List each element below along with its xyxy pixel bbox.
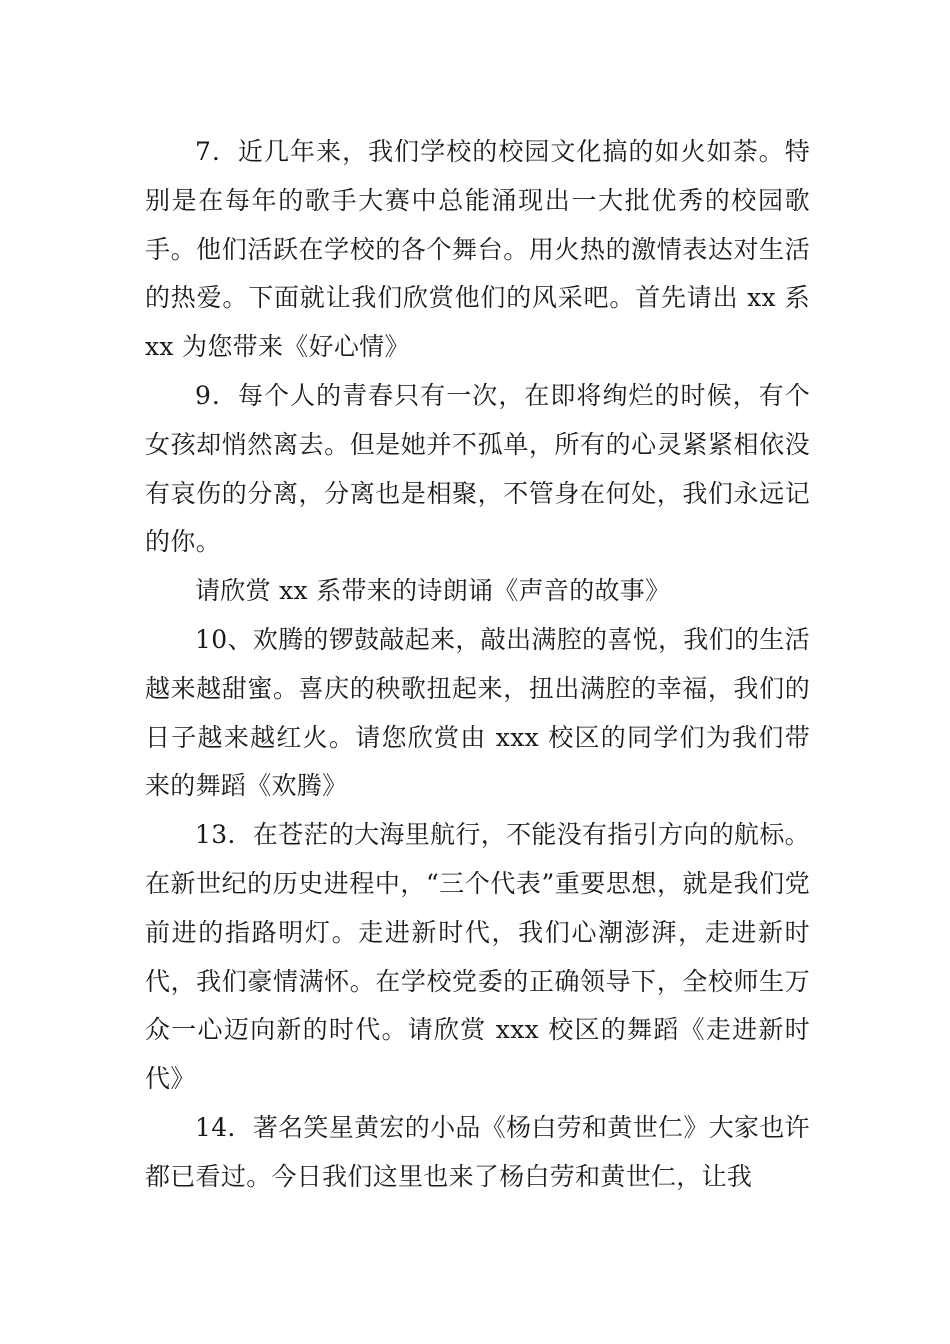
paragraph-item-7: 7．近几年来，我们学校的校园文化搞的如火如荼。特别是在每年的歌手大赛中总能涌现出一大批优秀的校园歌手。他们活跃在学校的各个舞台。用火热的激情表达对生活的热爱。下面就让我们欣赏他们的风采吧。首先请出 xx 系 xx 为您带来《好心情》 (145, 137, 810, 362)
paragraph-poem-intro: 请欣赏 xx 系带来的诗朗诵《声音的故事》 (195, 576, 671, 606)
paragraph-item-10: 10、欢腾的锣鼓敲起来，敲出满腔的喜悦，我们的生活越来越甜蜜。喜庆的秧歌扭起来，扭出满腔的幸福，我们的日子越来越红火。请您欣赏由 xxx 校区的同学们为我们带来的舞蹈《欢腾》 (145, 624, 810, 801)
document-body (145, 128, 810, 1202)
paragraph-item-14: 14．著名笑星黄宏的小品《杨白劳和黄世仁》大家也许都已看过。今日我们这里也来了杨白劳和黄世仁，让我 (145, 1112, 810, 1191)
paragraph-item-13: 13．在苍茫的大海里航行，不能没有指引方向的航标。在新世纪的历史进程中，“三个代表”重要思想，就是我们党前进的指路明灯。走进新时代，我们心潮澎湃，走进新时代，我们豪情满怀。在学校党委的正确领导下，全校师生万众一心迈向新的时代。请欣赏 xxx 校区的舞蹈《走进新时代》 (145, 820, 810, 1094)
paragraph-item-9: 9．每个人的青春只有一次，在即将绚烂的时候，有个女孩却悄然离去。但是她并不孤单，所有的心灵紧紧相依没有哀伤的分离，分离也是相聚，不管身在何处，我们永远记的你。 (145, 380, 810, 557)
